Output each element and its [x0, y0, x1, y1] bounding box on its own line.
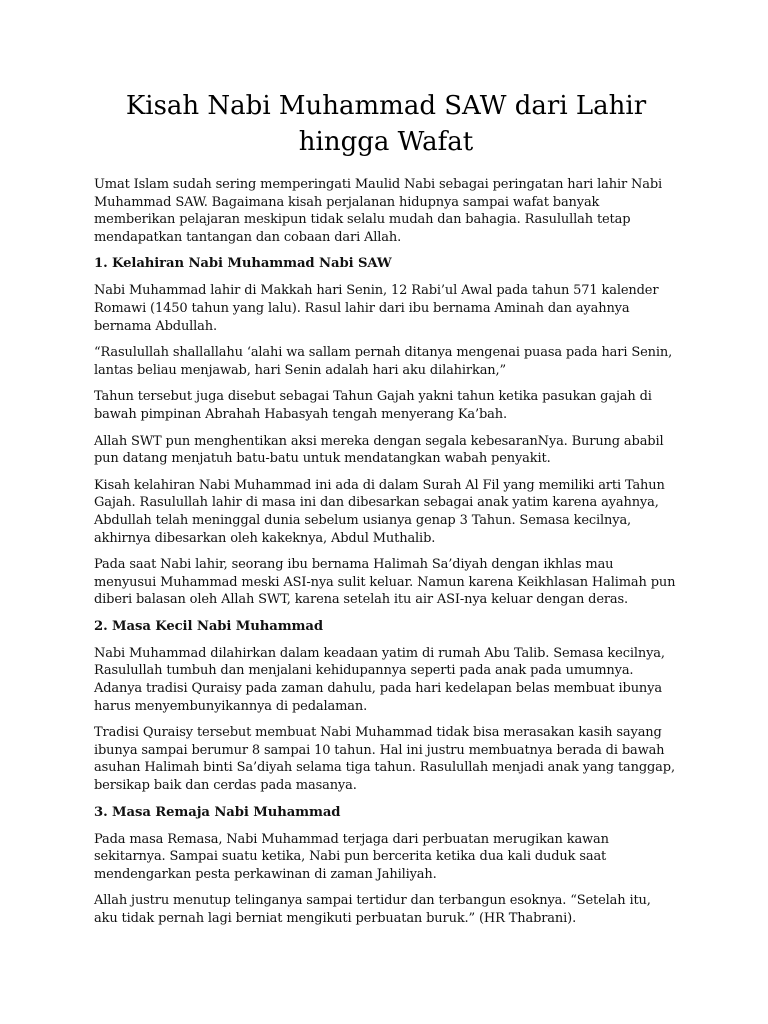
document-title [94, 88, 678, 160]
section-masa-kecil [94, 618, 678, 795]
paragraph: “Rasulullah shallallahu ‘alahi wa sallam pernah ditanya mengenai puasa pada hari Senin, lantas beliau menjawab, hari Senin adalah hari aku dilahirkan,” [94, 345, 673, 378]
paragraph: Kisah kelahiran Nabi Muhammad ini ada di dalam Surah Al Fil yang memiliki arti Tahun Gajah. Rasulullah lahir di masa ini dan dibesarkan sebagai anak yatim karena ayahnya, Abdullah telah meninggal dunia sebelum usianya genap 3 Tahun. Semasa kecilnya, akhirnya dibesarkan oleh kakeknya, Abdul Muthalib. [94, 477, 665, 546]
paragraph: Tahun tersebut juga disebut sebagai Tahun Gajah yakni tahun ketika pasukan gajah di bawah pimpinan Abrahah Habasyah tengah menyerang Ka’bah. [94, 389, 652, 422]
paragraph: Nabi Muhammad dilahirkan dalam keadaan yatim di rumah Abu Talib. Semasa kecilnya, Rasulullah tumbuh dan menjalani kehidupannya seperti pada anak pada umumnya. Adanya tradisi Quraisy pada zaman dahulu, pada hari kedelapan belas membuat ibunya harus menyembunyikannya di pedalaman. [94, 645, 665, 714]
paragraph: Tradisi Quraisy tersebut membuat Nabi Muhammad tidak bisa merasakan kasih sayang ibunya sampai berumur 8 sampai 10 tahun. Hal ini justru membuatnya berada di bawah asuhan Halimah binti Sa’diyah selama tiga tahun. Rasulullah menjadi anak yang tanggap, bersikap baik dan cerdas pada masanya. [94, 725, 675, 794]
section-heading: 3. Masa Remaja Nabi Muhammad [94, 804, 341, 820]
paragraph: Nabi Muhammad lahir di Makkah hari Senin, 12 Rabi’ul Awal pada tahun 571 kalender Romawi (1450 tahun yang lalu). Rasul lahir dari ibu bernama Aminah dan ayahnya bernama Abdullah. [94, 283, 659, 334]
section-heading: 1. Kelahiran Nabi Muhammad Nabi SAW [94, 256, 392, 272]
paragraph: Allah justru menutup telinganya sampai tertidur dan terbangun esoknya. “Setelah itu, aku tidak pernah lagi berniat mengikuti perbuatan buruk.” (HR Thabrani). [94, 893, 651, 926]
section-kelahiran [94, 255, 678, 609]
paragraph: Pada saat Nabi lahir, seorang ibu bernama Halimah Sa’diyah dengan ikhlas mau menyusui Muhammad meski ASI-nya sulit keluar. Namun karena Keikhlasan Halimah pun diberi balasan oleh Allah SWT, karena setelah itu air ASI-nya keluar dengan deras. [94, 557, 676, 608]
paragraph: Pada masa Remasa, Nabi Muhammad terjaga dari perbuatan merugikan kawan sekitarnya. Sampai suatu ketika, Nabi pun bercerita ketika dua kali duduk saat mendengarkan pesta perkawinan di zaman Jahiliyah. [94, 831, 609, 882]
intro-paragraph: Umat Islam sudah sering memperingati Maulid Nabi sebagai peringatan hari lahir Nabi Muhammad SAW. Bagaimana kisah perjalanan hidupnya sampai wafat banyak memberikan pelajaran meskipun tidak selalu mudah dan bahagia. Rasulullah tetap mendapatkan tantangan dan cobaan dari Allah. [94, 177, 663, 245]
document-page [94, 88, 678, 937]
document-title-line-2: hingga Wafat [298, 127, 474, 157]
document-title-line-1: Kisah Nabi Muhammad SAW dari Lahir [125, 91, 647, 121]
section-masa-remaja [94, 804, 678, 928]
paragraph: Allah SWT pun menghentikan aksi mereka dengan segala kebesaranNya. Burung ababil pun datang menjatuh batu-batu untuk mendatangkan wabah penyakit. [94, 433, 664, 467]
section-heading: 2. Masa Kecil Nabi Muhammad [94, 618, 323, 634]
